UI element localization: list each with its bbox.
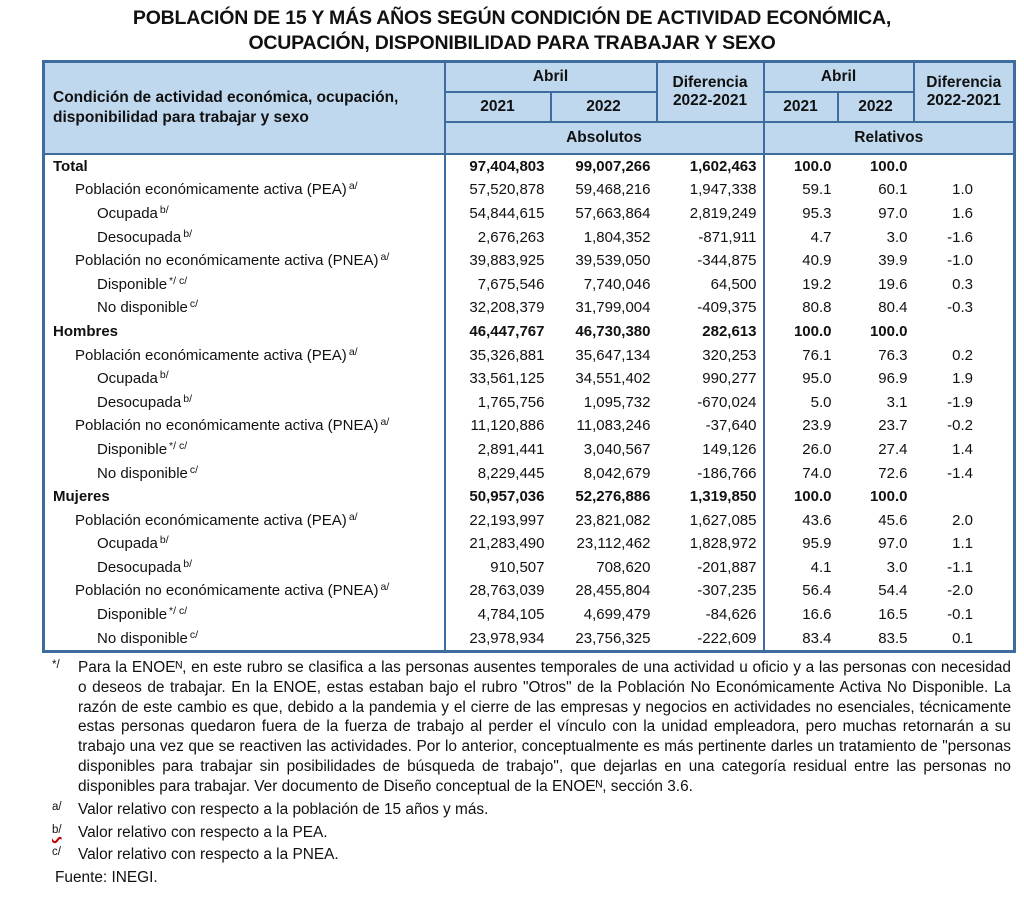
- cell-abs-2021: 8,229,445: [445, 461, 551, 485]
- cell-abs-diff: 1,627,085: [689, 511, 757, 529]
- cell-rel-2021: 43.6: [764, 508, 838, 532]
- footnote-ref: b/: [183, 557, 192, 570]
- cell-abs-2022: 57,663,864: [575, 204, 651, 222]
- cell-abs-2022: 34,551,402: [575, 370, 651, 388]
- row-label: [44, 225, 445, 249]
- row-label: [44, 556, 445, 580]
- cell-rel-2022: 19.6: [878, 275, 908, 293]
- row-label-text: Disponible: [97, 440, 168, 458]
- row-label-text: Disponible: [97, 275, 168, 293]
- header-2022-absolutos: 2022: [551, 92, 657, 122]
- row-label-text: Desocupada: [97, 558, 182, 576]
- cell-abs-diff: -186,766: [697, 464, 757, 482]
- cell-abs-2022: 35,647,134: [575, 346, 651, 364]
- cell-rel-2021: 4.1: [764, 556, 838, 580]
- row-label-text: Total: [53, 157, 88, 175]
- table-row: [44, 225, 1015, 249]
- row-label-text: Mujeres: [53, 488, 110, 506]
- cell-abs-2021: 33,561,125: [445, 367, 551, 391]
- row-label-text: No disponible: [97, 629, 188, 647]
- cell-rel-2022: 83.5: [878, 629, 908, 647]
- table-row: [44, 296, 1015, 320]
- row-label: [44, 579, 445, 603]
- footnote-ref: c/: [189, 463, 199, 476]
- cell-rel-2021: 19.2: [764, 272, 838, 296]
- row-label-text: Desocupada: [97, 393, 182, 411]
- source-note: Fuente: INEGI.: [55, 869, 158, 887]
- cell-rel-2021: 100.0: [764, 320, 838, 344]
- cell-rel-2022: 100.0: [869, 488, 908, 506]
- row-label: [44, 249, 445, 273]
- header-diferencia-absolutos: Diferencia 2022-2021: [657, 62, 764, 122]
- cell-abs-diff: -37,640: [705, 417, 757, 435]
- cell-abs-2022: 31,799,004: [575, 299, 651, 317]
- footnotes: [42, 658, 1011, 888]
- table-row-total: [44, 154, 1015, 179]
- footnote-c: [42, 845, 1011, 865]
- header-abril-absolutos: Abril: [445, 62, 657, 92]
- footnote-c-marker: c/: [52, 846, 61, 859]
- cell-abs-2022: 59,468,216: [575, 181, 651, 199]
- cell-abs-2021: 910,507: [445, 556, 551, 580]
- cell-abs-2021: 39,883,925: [445, 249, 551, 273]
- table-row: [44, 461, 1015, 485]
- cell-abs-2022: 3,040,567: [583, 440, 651, 458]
- row-label-text: Disponible: [97, 606, 168, 624]
- footnote-ref: a/: [348, 510, 358, 523]
- cell-abs-diff: -409,375: [697, 299, 757, 317]
- cell-rel-2021: 5.0: [764, 390, 838, 414]
- footnote-ref: b/: [183, 227, 192, 240]
- cell-abs-2021: 46,447,767: [445, 320, 551, 344]
- cell-rel-2021: 76.1: [764, 343, 838, 367]
- footnote-ref: b/: [159, 369, 169, 382]
- cell-abs-2021: 21,283,490: [445, 532, 551, 556]
- cell-rel-2022: 54.4: [878, 582, 908, 600]
- row-label: [44, 414, 445, 438]
- cell-abs-diff: -344,875: [697, 252, 757, 270]
- footnote-star-text: Para la ENOEᴺ, en este rubro se clasifica a las personas ausentes temporales de una actividad u oficio y a las personas con necesidad o deseos de trabajar. En la ENOE, estas estaban bajo el rubro "Otros" de la Población No Económicamente Activa No Disponible. La razón de este cambio es que, debido a la pandemia y el cierre de las empresas y negocios en actividades no esenciales, técnicamente estas personas quedaron fuera de la fuerza de trabajo al perder el vínculo con la unidad empleadora, pero muchas retornarán a su trabajo una vez que se reactiven las actividades. Por lo anterior, conceptualmente es más pertinente darles un tratamiento de "personas disponibles para trabajar sin posibilidades de búsqueda de trabajo", que dejarlas en una categoría residual entre las personas no disponibles para trabajar. Ver documento de Diseño conceptual de la ENOEᴺ, sección 3.6.: [78, 659, 1011, 795]
- cell-rel-2022: 45.6: [878, 511, 908, 529]
- header-abril-relativos: Abril: [764, 62, 914, 92]
- table-row: [44, 202, 1015, 226]
- cell-abs-2022: 23,112,462: [576, 535, 651, 553]
- footnote-ref: c/: [189, 298, 199, 311]
- cell-rel-2022: 3.0: [886, 558, 908, 576]
- cell-rel-diff: -1.6: [947, 228, 973, 246]
- header-2021-absolutos: 2021: [445, 92, 551, 122]
- cell-rel-2022: 72.6: [878, 464, 908, 482]
- row-label: [44, 367, 445, 391]
- cell-abs-2021: 22,193,997: [445, 508, 551, 532]
- cell-rel-2021: 40.9: [764, 249, 838, 273]
- row-label-text: Población económicamente activa (PEA): [75, 346, 347, 364]
- footnote-a-marker: a/: [52, 800, 62, 813]
- row-label-text: No disponible: [97, 464, 188, 482]
- footnote-b-text: Valor relativo con respecto a la PEA.: [78, 823, 328, 841]
- row-label: [44, 272, 445, 296]
- cell-rel-diff: 1.1: [952, 535, 973, 553]
- cell-abs-2022: 708,620: [596, 558, 651, 576]
- cell-rel-2021: 95.0: [764, 367, 838, 391]
- cell-rel-diff: [914, 154, 1015, 179]
- cell-abs-diff: 990,277: [702, 370, 757, 388]
- cell-abs-2022: 8,042,679: [583, 464, 651, 482]
- cell-rel-diff: [914, 485, 1015, 509]
- cell-rel-2022: 96.9: [878, 370, 908, 388]
- footnote-c-text: Valor relativo con respecto a la PNEA.: [78, 846, 339, 864]
- cell-rel-2022: 23.7: [878, 417, 908, 435]
- cell-rel-2021: 16.6: [764, 603, 838, 627]
- cell-rel-diff: 0.2: [952, 346, 973, 364]
- cell-abs-2021: 54,844,615: [445, 202, 551, 226]
- footnote-a-text: Valor relativo con respecto a la población de 15 años y más.: [78, 800, 489, 818]
- statistics-table: [42, 60, 1016, 653]
- cell-rel-2021: 95.9: [764, 532, 838, 556]
- cell-rel-diff: -0.2: [947, 417, 973, 435]
- table-row: [44, 626, 1015, 651]
- cell-rel-diff: 1.6: [952, 204, 973, 222]
- cell-abs-2021: 97,404,803: [445, 154, 551, 179]
- footnote-b: [42, 823, 1011, 843]
- row-label-text: Población económicamente activa (PEA): [75, 181, 347, 199]
- row-label-text: Población económicamente activa (PEA): [75, 511, 347, 529]
- cell-rel-diff: -2.0: [947, 582, 973, 600]
- footnote-ref: b/: [159, 203, 169, 216]
- cell-rel-2022: 3.1: [886, 393, 908, 411]
- row-label: [44, 202, 445, 226]
- cell-rel-diff: -1.9: [947, 393, 973, 411]
- footnote-ref: a/: [348, 180, 358, 193]
- row-label-text: Ocupada: [97, 204, 158, 222]
- cell-rel-diff: -0.1: [947, 606, 973, 624]
- row-label: [44, 438, 445, 462]
- header-relativos: Relativos: [764, 122, 1015, 154]
- page-title: [0, 6, 1024, 56]
- cell-abs-diff: 282,613: [702, 322, 757, 340]
- table-row: [44, 178, 1015, 202]
- row-label-text: Población no económicamente activa (PNEA): [75, 417, 379, 435]
- cell-abs-diff: 2,819,249: [689, 204, 757, 222]
- footnote-a: [42, 800, 1011, 820]
- cell-abs-2022: 7,740,046: [583, 275, 651, 293]
- cell-rel-diff: -1.0: [947, 252, 973, 270]
- table-row: [44, 556, 1015, 580]
- cell-rel-2021: 56.4: [764, 579, 838, 603]
- header-stub: Condición de actividad económica, ocupación, disponibilidad para trabajar y sexo: [44, 62, 445, 154]
- row-label: [44, 154, 445, 179]
- row-label: [44, 320, 445, 344]
- cell-rel-2021: 95.3: [764, 202, 838, 226]
- footnote-ref: */ c/: [169, 439, 188, 452]
- footnote-ref: b/: [183, 392, 192, 405]
- cell-rel-2022: 100.0: [869, 157, 908, 175]
- cell-rel-2022: 16.5: [878, 606, 908, 624]
- cell-rel-diff: -1.1: [947, 558, 973, 576]
- cell-abs-diff: -307,235: [697, 582, 757, 600]
- cell-abs-2022: 28,455,804: [575, 582, 651, 600]
- footnote-ref: */ c/: [169, 274, 188, 287]
- header-2021-relativos: 2021: [764, 92, 838, 122]
- footnote-ref: a/: [380, 416, 390, 429]
- cell-abs-2021: 1,765,756: [445, 390, 551, 414]
- cell-rel-diff: 1.9: [952, 370, 973, 388]
- cell-rel-2022: 80.4: [878, 299, 908, 317]
- cell-rel-2021: 83.4: [764, 626, 838, 651]
- table-row: [44, 367, 1015, 391]
- cell-rel-diff: -1.4: [947, 464, 973, 482]
- footnote-ref: a/: [348, 345, 358, 358]
- cell-abs-2022: 99,007,266: [575, 157, 651, 175]
- header-absolutos: Absolutos: [445, 122, 764, 154]
- table-row: [44, 508, 1015, 532]
- row-label: [44, 296, 445, 320]
- cell-abs-2022: 4,699,479: [583, 606, 651, 624]
- footnote-ref: b/: [159, 534, 169, 547]
- footnote-ref: c/: [189, 628, 199, 641]
- cell-rel-2021: 80.8: [764, 296, 838, 320]
- cell-rel-diff: 0.3: [952, 275, 973, 293]
- cell-abs-2022: 11,083,246: [576, 417, 651, 435]
- table-row: [44, 343, 1015, 367]
- cell-abs-diff: -201,887: [697, 558, 757, 576]
- cell-abs-diff: 64,500: [710, 275, 757, 293]
- cell-abs-diff: -670,024: [697, 393, 757, 411]
- cell-abs-2022: 23,756,325: [575, 629, 651, 647]
- page-title-line1: POBLACIÓN DE 15 Y MÁS AÑOS SEGÚN CONDICIÓN DE ACTIVIDAD ECONÓMICA,: [132, 7, 892, 29]
- table-row: [44, 579, 1015, 603]
- row-label-text: No disponible: [97, 299, 188, 317]
- cell-rel-diff: 1.4: [952, 440, 973, 458]
- header-2022-relativos: 2022: [838, 92, 914, 122]
- row-label: [44, 626, 445, 651]
- row-label-text: Ocupada: [97, 370, 158, 388]
- cell-rel-2022: 100.0: [869, 322, 908, 340]
- footnote-ref: a/: [380, 581, 390, 594]
- cell-rel-2021: 59.1: [764, 178, 838, 202]
- footnote-star: [42, 658, 1011, 797]
- row-label: [44, 485, 445, 509]
- cell-rel-2021: 23.9: [764, 414, 838, 438]
- cell-abs-2022: 1,804,352: [583, 228, 651, 246]
- cell-abs-2021: 32,208,379: [445, 296, 551, 320]
- table-row: [44, 603, 1015, 627]
- cell-abs-2021: 11,120,886: [445, 414, 551, 438]
- row-label-text: Población no económicamente activa (PNEA): [75, 582, 379, 600]
- row-label-text: Hombres: [53, 322, 119, 340]
- cell-rel-2022: 97.0: [878, 204, 908, 222]
- cell-abs-2021: 23,978,934: [445, 626, 551, 651]
- row-label: [44, 532, 445, 556]
- cell-rel-2022: 76.3: [878, 346, 908, 364]
- cell-rel-2022: 60.1: [878, 181, 908, 199]
- cell-rel-diff: [914, 320, 1015, 344]
- cell-rel-diff: -0.3: [947, 299, 973, 317]
- cell-abs-diff: 1,947,338: [689, 181, 757, 199]
- cell-abs-2021: 2,676,263: [445, 225, 551, 249]
- cell-rel-2021: 100.0: [764, 485, 838, 509]
- header-diferencia-relativos: Diferencia 2022-2021: [914, 62, 1015, 122]
- cell-abs-2022: 23,821,082: [575, 511, 651, 529]
- cell-abs-2021: 50,957,036: [445, 485, 551, 509]
- table-row: [44, 249, 1015, 273]
- cell-rel-2021: 4.7: [764, 225, 838, 249]
- row-label-text: Desocupada: [97, 228, 182, 246]
- cell-abs-diff: -84,626: [705, 606, 757, 624]
- cell-abs-diff: 1,602,463: [689, 157, 757, 175]
- cell-rel-diff: 1.0: [952, 181, 973, 199]
- cell-rel-diff: 2.0: [952, 511, 973, 529]
- cell-rel-2022: 27.4: [878, 440, 908, 458]
- cell-rel-2021: 26.0: [764, 438, 838, 462]
- cell-rel-2021: 74.0: [764, 461, 838, 485]
- row-label: [44, 603, 445, 627]
- cell-abs-2022: 46,730,380: [575, 322, 651, 340]
- table-row: [44, 390, 1015, 414]
- cell-abs-diff: -222,609: [697, 629, 757, 647]
- table-row: [44, 532, 1015, 556]
- cell-rel-2021: 100.0: [764, 154, 838, 179]
- row-label: [44, 461, 445, 485]
- cell-abs-diff: 149,126: [702, 440, 757, 458]
- table-row: [44, 272, 1015, 296]
- footnote-ref: */ c/: [169, 605, 188, 618]
- cell-abs-2022: 1,095,732: [583, 393, 651, 411]
- row-label: [44, 178, 445, 202]
- cell-abs-2021: 35,326,881: [445, 343, 551, 367]
- cell-abs-2021: 57,520,878: [445, 178, 551, 202]
- table-row-hombres: [44, 320, 1015, 344]
- row-label-text: Ocupada: [97, 535, 158, 553]
- footnote-b-marker: b/: [52, 823, 62, 836]
- cell-abs-2022: 39,539,050: [575, 252, 651, 270]
- cell-rel-2022: 39.9: [878, 252, 908, 270]
- cell-abs-2021: 2,891,441: [445, 438, 551, 462]
- page-title-line2: OCUPACIÓN, DISPONIBILIDAD PARA TRABAJAR Y SEXO: [248, 32, 776, 54]
- cell-abs-diff: 1,319,850: [689, 488, 757, 506]
- cell-abs-2021: 7,675,546: [445, 272, 551, 296]
- cell-rel-diff: 0.1: [952, 629, 973, 647]
- row-label: [44, 343, 445, 367]
- cell-rel-2022: 3.0: [886, 228, 908, 246]
- footnote-star-marker: */: [52, 659, 60, 671]
- row-label: [44, 390, 445, 414]
- row-label-text: Población no económicamente activa (PNEA): [75, 252, 379, 270]
- cell-abs-2021: 28,763,039: [445, 579, 551, 603]
- cell-abs-diff: 1,828,972: [689, 535, 757, 553]
- row-label: [44, 508, 445, 532]
- cell-rel-2022: 97.0: [878, 535, 908, 553]
- table-row-mujeres: [44, 485, 1015, 509]
- table-row: [44, 414, 1015, 438]
- cell-abs-diff: 320,253: [702, 346, 757, 364]
- cell-abs-2022: 52,276,886: [575, 488, 651, 506]
- table-row: [44, 438, 1015, 462]
- footnote-ref: a/: [380, 251, 390, 264]
- cell-abs-diff: -871,911: [698, 228, 757, 246]
- cell-abs-2021: 4,784,105: [445, 603, 551, 627]
